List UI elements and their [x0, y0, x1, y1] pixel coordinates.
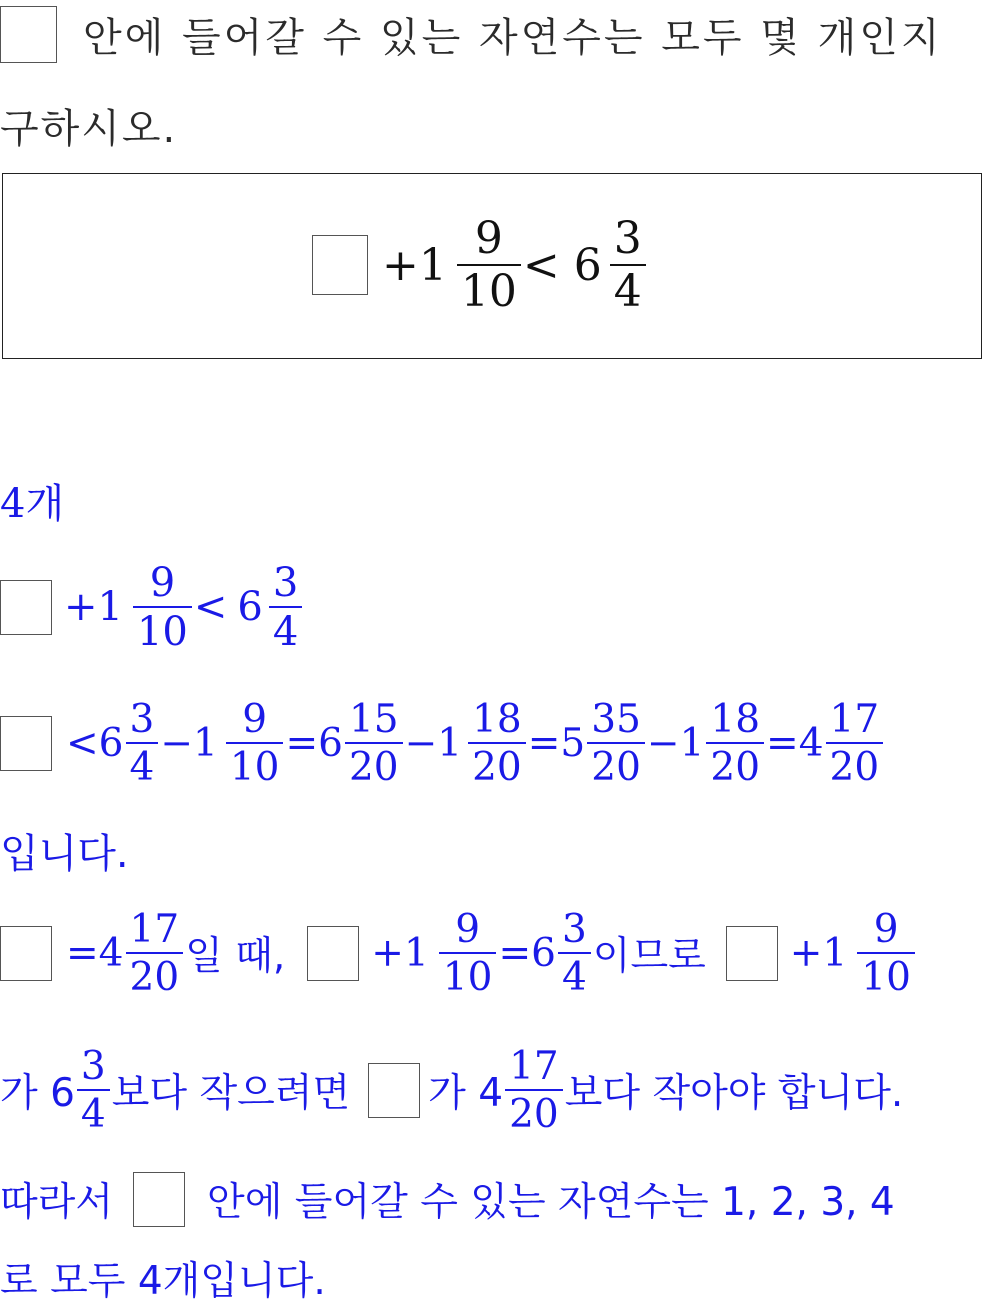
answer-line-2: <6 $\frac{3}{4}$ −1 $\frac{9}{10}$ =6 $\frac{15}{20}$ −1 $\frac{18}{20}$ =5 $\frac{35}{20}$ −1 $\frac{18}{20}$ =4 $\frac{17}{20}$	[0, 688, 885, 798]
answer-line-6: 따라서 안에 들어갈 수 있는 자연수는 1, 2, 3, 4	[0, 1168, 895, 1230]
answer-line-5: 가 6 $\frac{3}{4}$ 보다 작으려면 가 4 $\frac{17}{20}$ 보다 작아야 합니다.	[0, 1043, 904, 1137]
fraction: $\frac{35}{20}$	[587, 700, 645, 787]
answer-blank-box	[0, 6, 57, 63]
fraction: $\frac{18}{20}$	[706, 700, 764, 787]
fraction: $\frac{15}{20}$	[345, 700, 403, 787]
blank-box	[0, 580, 52, 635]
question-line-1	[0, 2, 943, 66]
fraction: $\frac{18}{20}$	[468, 700, 526, 787]
blank-box	[307, 926, 359, 981]
answer-line-1: +1 $\frac{9}{10}$ < 6 $\frac{3}{4}$	[0, 552, 304, 662]
fraction: $\frac{3}{4}$	[269, 563, 302, 652]
fraction: $\frac{9}{10}$	[457, 217, 521, 314]
answer-line-7: 로 모두 4개입니다.	[0, 1259, 326, 1304]
question-text-2: 구하시오.	[0, 105, 178, 152]
question-text: 안에 들어갈 수 있는 자연수는 모두 몇 개인지	[83, 14, 943, 61]
fraction: $\frac{3}{4}$	[126, 700, 159, 787]
question-line-2	[0, 95, 177, 155]
fraction: $\frac{3}{4}$	[610, 217, 646, 314]
answer-result: 4개	[0, 480, 65, 527]
answer-line-4: =4 $\frac{17}{20}$ 일 때, +1 $\frac{9}{10}$ =6 $\frac{3}{4}$ 이므로 +1 $\frac{9}{10}$	[0, 898, 917, 1008]
fraction: $\frac{3}{4}$	[77, 1047, 110, 1134]
fraction: $\frac{9}{10}$	[226, 700, 284, 787]
blank-box	[0, 716, 52, 771]
fraction: $\frac{17}{20}$	[505, 1047, 563, 1134]
blank-box	[726, 926, 778, 981]
fraction: $\frac{17}{20}$	[126, 910, 184, 997]
blank-box	[368, 1063, 420, 1118]
fraction: $\frac{9}{10}$	[857, 910, 915, 997]
fraction: $\frac{9}{10}$	[439, 910, 497, 997]
fraction: $\frac{17}{20}$	[826, 700, 884, 787]
blank-box	[133, 1172, 185, 1227]
answer-line-3: 입니다.	[0, 830, 129, 877]
problem-expression: +1 $\frac{9}{10}$ < 6 $\frac{3}{4}$	[312, 205, 648, 325]
fraction: $\frac{3}{4}$	[558, 910, 591, 997]
blank-box	[0, 926, 52, 981]
fraction: $\frac{9}{10}$	[133, 563, 192, 652]
expression-blank-box	[312, 235, 368, 295]
